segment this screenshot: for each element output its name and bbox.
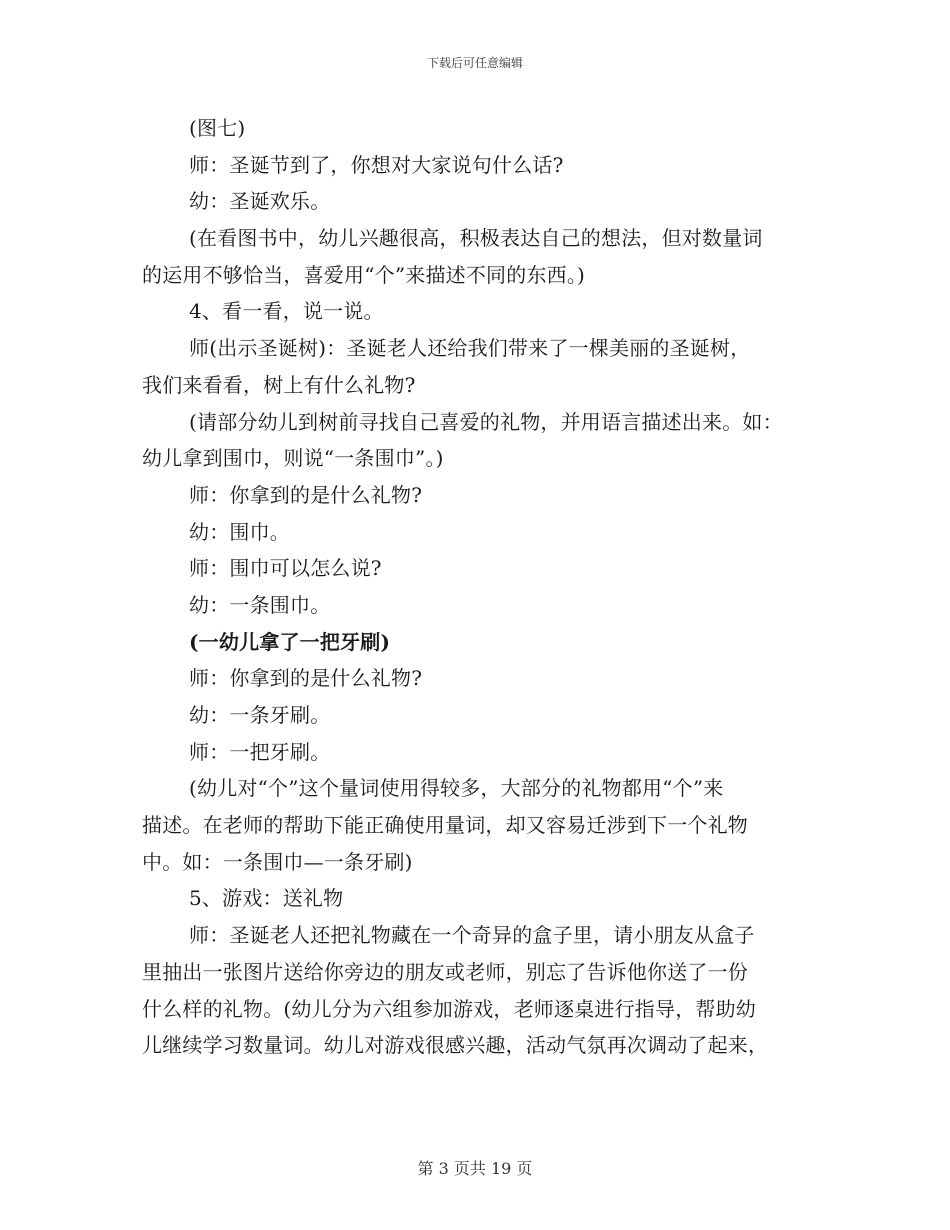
text-line: (在看图书中，幼儿兴趣很高，积极表达自己的想法，但对数量词 [189,226,763,251]
text-line: 幼：一条围巾。 [189,592,331,617]
text-line: (图七) [189,116,246,140]
text-line: 儿继续学习数量词。幼儿对游戏很感兴趣，活动气氛再次调动了起来， [142,1033,769,1058]
text-line: 的运用不够恰当，喜爱用“个”来描述不同的东西。) [142,262,586,287]
text-line: 我们来看看，树上有什么礼物? [142,372,416,397]
text-line: 幼儿拿到围巾，则说“一条围巾”。) [142,446,444,471]
text-line: 中。如：一条围巾—一条牙刷) [142,849,413,874]
text-line: 描述。在老师的帮助下能正确使用量词，却又容易迁涉到下一个礼物 [142,813,748,838]
text-line: 师：你拿到的是什么礼物? [189,482,423,507]
text-line: 师：圣诞老人还把礼物藏在一个奇异的盒子里，请小朋友从盒子 [189,923,755,948]
page-footer: 第 3 页共 19 页 [417,1159,533,1178]
text-line: 里抽出一张图片送给你旁边的朋友或老师，别忘了告诉他你送了一份 [142,959,748,984]
text-line: 师：一把牙刷。 [189,739,331,764]
text-line: 5、游戏：送礼物 [189,886,344,911]
text-line: (幼儿对“个”这个量词使用得较多，大部分的礼物都用“个”来 [189,776,724,801]
text-line: 师：围巾可以怎么说? [189,556,382,581]
text-line: 什么样的礼物。(幼儿分为六组参加游戏，老师逐桌进行指导，帮助幼 [142,996,757,1021]
text-line: 幼：圣诞欢乐。 [189,189,331,214]
text-line: 师(出示圣诞树)：圣诞老人还给我们带来了一棵美丽的圣诞树， [189,336,751,361]
text-line: 师：你拿到的是什么礼物? [189,666,423,691]
text-line: 幼：围巾。 [189,519,290,544]
text-line: 幼：一条牙刷。 [189,703,331,727]
text-line: (请部分幼儿到树前寻找自己喜爱的礼物，并用语言描述出来。如： [189,409,783,434]
text-line: (一幼儿拿了一把牙刷) [189,629,391,654]
page-header: 下载后可任意编辑 [426,56,523,70]
document-body [142,110,822,1064]
text-line: 师：圣诞节到了，你想对大家说句什么话? [189,152,564,177]
text-line: 4、看一看，说一说。 [189,299,384,324]
